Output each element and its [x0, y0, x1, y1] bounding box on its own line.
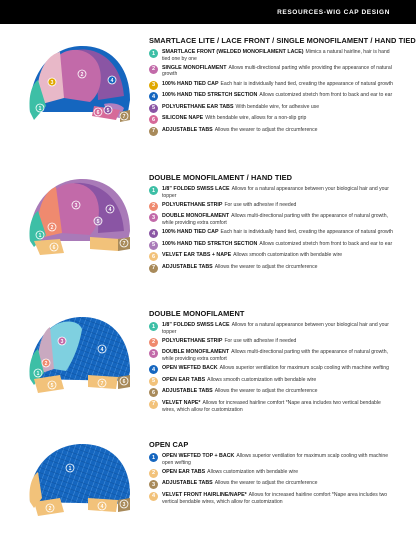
feature-number-badge: 3 — [149, 81, 158, 90]
feature-item — [149, 213, 394, 226]
feature-text: Mimics a natural hairline, hair is hand tied one by one — [162, 49, 390, 62]
feature-item — [149, 377, 394, 386]
feature-text: With bendable wire, allows for a non-slip grip — [205, 115, 307, 122]
cap-illustration-smartlace — [24, 40, 136, 128]
feature-description — [162, 49, 394, 62]
feature-number-badge: 2 — [149, 469, 158, 478]
feature-text: Allows smooth customization with bendable wire — [207, 376, 317, 383]
feature-description — [162, 264, 318, 271]
feature-number-badge: 5 — [149, 377, 158, 386]
section-title: SMARTLACE LITE / LACE FRONT / SINGLE MONOFILAMENT / HAND TIED — [149, 36, 416, 45]
feature-name: 100% HAND TIED CAP — [162, 229, 219, 236]
feature-text: Allows multi-directional parting with the appearance of natural growth, while providing extra comfort — [162, 213, 388, 226]
feature-text: Allows customization with bendable wire — [207, 468, 299, 475]
feature-item — [149, 388, 394, 397]
cap-illustration-double-mono-hand-tied — [24, 175, 136, 261]
feature-text: Allows the wearer to adjust the circumference — [214, 388, 318, 395]
feature-number-badge: 1 — [149, 49, 158, 58]
header-bar — [0, 0, 416, 24]
feature-name: OPEN EAR TABS — [162, 468, 206, 475]
svg-text:6: 6 — [52, 245, 56, 251]
cap-velvet-ear-tab — [34, 239, 64, 255]
feature-name: 100% HAND TIED STRETCH SECTION — [162, 240, 258, 247]
feature-description — [162, 241, 392, 248]
feature-name: SMARTLACE FRONT (WELDED MONOFILAMENT LACE) — [162, 49, 304, 55]
feature-name: OPEN EAR TABS — [162, 376, 206, 383]
feature-description — [162, 186, 394, 199]
svg-text:2: 2 — [48, 506, 52, 512]
svg-text:5: 5 — [96, 219, 100, 225]
feature-number-badge: 3 — [149, 349, 158, 358]
feature-item — [149, 453, 394, 466]
feature-text: Each hair is individually hand tied, creating the appearance of natural growth — [220, 229, 393, 236]
feature-description — [162, 322, 394, 335]
feature-number-badge: 1 — [149, 186, 158, 195]
feature-text: Allows superior ventilation for maximum scalp cooling with machine wefting — [219, 365, 389, 372]
feature-text: Allows the wearer to adjust the circumference — [214, 126, 318, 133]
feature-name: OPEN WEFTED TOP + BACK — [162, 453, 235, 459]
feature-description — [162, 92, 392, 99]
feature-description — [162, 115, 306, 122]
feature-item — [149, 400, 394, 413]
feature-item — [149, 349, 394, 362]
feature-description — [162, 480, 318, 487]
feature-number-badge: 7 — [149, 127, 158, 136]
svg-text:2: 2 — [80, 72, 84, 78]
svg-text:1: 1 — [36, 371, 40, 377]
svg-text:3: 3 — [74, 203, 78, 209]
feature-item — [149, 49, 394, 62]
section-title: DOUBLE MONOFILAMENT — [149, 309, 245, 318]
feature-number-badge: 4 — [149, 365, 158, 374]
feature-number-badge: 5 — [149, 241, 158, 250]
svg-text:6: 6 — [122, 379, 126, 385]
cap-velvet-nape — [90, 237, 120, 251]
svg-text:6: 6 — [96, 110, 100, 116]
feature-number-badge: 3 — [149, 480, 158, 489]
feature-item — [149, 202, 394, 211]
feature-name: 1/8" FOLDED SWISS LACE — [162, 322, 230, 328]
header-title: RESOURCES-WIG CAP DESIGN — [277, 8, 390, 16]
feature-name: SILICONE NAPE — [162, 115, 204, 122]
feature-name: POLYURETHANE STRIP — [162, 337, 223, 344]
svg-text:5: 5 — [106, 108, 110, 114]
feature-name: VELVET EAR TABS + NAPE — [162, 252, 232, 259]
feature-number-badge: 7 — [149, 264, 158, 273]
feature-item — [149, 365, 394, 374]
feature-item — [149, 322, 394, 335]
feature-item — [149, 186, 394, 199]
feature-number-badge: 3 — [149, 213, 158, 222]
svg-text:5: 5 — [50, 383, 54, 389]
feature-name: ADJUSTABLE TABS — [162, 480, 213, 487]
feature-text: Allows for increased hairline comfort *Nape area includes two vertical bendable wires, which allow for customization — [162, 491, 388, 505]
feature-item — [149, 241, 394, 250]
feature-description — [162, 492, 394, 505]
feature-description — [162, 127, 318, 134]
feature-item — [149, 480, 394, 489]
svg-text:1: 1 — [68, 466, 72, 472]
feature-name: VELVET FRONT HAIRLINE/NAPE* — [162, 491, 247, 498]
svg-text:3: 3 — [60, 339, 64, 345]
feature-description — [162, 104, 319, 111]
cap-open-wefted-top-back — [30, 444, 130, 504]
feature-description — [162, 65, 394, 78]
svg-text:1: 1 — [38, 106, 42, 112]
section-info-open-cap — [149, 440, 394, 508]
feature-number-badge: 6 — [149, 115, 158, 124]
feature-description — [162, 229, 393, 236]
feature-description — [162, 252, 342, 259]
feature-text: Allows for increased hairline comfort *Nape area includes two vertical bendable wires, which allow for customization — [162, 399, 381, 413]
feature-name: SINGLE MONOFILAMENT — [162, 64, 227, 71]
section-info-smartlace — [149, 36, 416, 139]
feature-number-badge: 4 — [149, 229, 158, 238]
feature-name: DOUBLE MONOFILAMENT — [162, 213, 230, 220]
feature-number-badge: 6 — [149, 252, 158, 261]
feature-item — [149, 264, 394, 273]
feature-item — [149, 252, 394, 261]
feature-list — [149, 322, 394, 413]
svg-text:7: 7 — [122, 241, 126, 247]
feature-number-badge: 2 — [149, 338, 158, 347]
feature-text: Allows customized stretch from front to back and ear to ear — [259, 240, 393, 247]
feature-name: 1/8" FOLDED SWISS LACE — [162, 186, 230, 192]
feature-list — [149, 453, 394, 505]
feature-name: ADJUSTABLE TABS — [162, 263, 213, 270]
feature-description — [162, 469, 298, 476]
feature-description — [162, 81, 393, 88]
feature-text: Allows customized stretch from front to back and ear to ear — [259, 92, 393, 99]
svg-text:4: 4 — [100, 504, 104, 510]
feature-item — [149, 81, 394, 90]
feature-item — [149, 65, 394, 78]
feature-list — [149, 49, 394, 136]
feature-text: With bendable wire, for adhesive use — [235, 103, 320, 110]
feature-item — [149, 115, 394, 124]
feature-item — [149, 127, 394, 136]
feature-text: For use with adhesive if needed — [224, 337, 297, 344]
feature-name: DOUBLE MONOFILAMENT — [162, 349, 230, 356]
feature-description — [162, 349, 394, 362]
svg-text:3: 3 — [122, 502, 126, 508]
feature-description — [162, 377, 316, 384]
feature-item — [149, 469, 394, 478]
feature-description — [162, 388, 318, 395]
section-title: OPEN CAP — [149, 440, 189, 449]
feature-name: 100% HAND TIED CAP — [162, 80, 219, 87]
svg-text:4: 4 — [110, 78, 114, 84]
feature-number-badge: 4 — [149, 92, 158, 101]
feature-text: Allows multi-directional parting while providing the appearance of natural growth — [162, 64, 392, 78]
feature-text: Allows smooth customization with bendable wire — [233, 252, 343, 259]
feature-description — [162, 213, 394, 226]
feature-item — [149, 229, 394, 238]
feature-description — [162, 453, 394, 466]
feature-item — [149, 104, 394, 113]
section-title: DOUBLE MONOFILAMENT / HAND TIED — [149, 173, 293, 182]
feature-text: Allows multi-directional parting with the appearance of natural growth, while providing extra comfort — [162, 349, 388, 362]
feature-description — [162, 202, 296, 209]
feature-list — [149, 186, 394, 273]
feature-number-badge: 2 — [149, 202, 158, 211]
feature-description — [162, 338, 296, 345]
feature-text: Allows for a natural appearance between your biological hair and your topper — [162, 322, 389, 335]
feature-name: POLYURETHANE STRIP — [162, 201, 223, 208]
feature-name: 100% HAND TIED STRETCH SECTION — [162, 92, 258, 99]
feature-name: VELVET NAPE* — [162, 399, 201, 406]
feature-item — [149, 492, 394, 505]
feature-item — [149, 92, 394, 101]
feature-description — [162, 400, 394, 413]
svg-text:3: 3 — [50, 80, 54, 86]
feature-text: Allows superior ventilation for maximum scalp cooling with machine open wefting — [162, 453, 389, 466]
svg-text:2: 2 — [50, 225, 54, 231]
svg-text:7: 7 — [122, 114, 126, 120]
feature-text: Allows the wearer to adjust the circumference — [214, 480, 318, 487]
feature-item — [149, 338, 394, 347]
svg-text:4: 4 — [108, 207, 112, 213]
feature-number-badge: 1 — [149, 453, 158, 462]
feature-number-badge: 1 — [149, 322, 158, 331]
feature-text: For use with adhesive if needed — [224, 201, 297, 208]
svg-text:2: 2 — [44, 361, 48, 367]
svg-text:1: 1 — [38, 233, 42, 239]
feature-text: Each hair is individually hand tied, creating the appearance of natural growth — [220, 80, 393, 87]
cap-illustration-open-cap — [24, 440, 136, 522]
svg-text:7: 7 — [100, 381, 104, 387]
feature-number-badge: 6 — [149, 388, 158, 397]
feature-number-badge: 7 — [149, 400, 158, 409]
cap-illustration-double-mono — [24, 313, 136, 401]
feature-number-badge: 2 — [149, 65, 158, 74]
feature-name: POLYURETHANE EAR TABS — [162, 103, 234, 110]
feature-text: Allows the wearer to adjust the circumference — [214, 263, 318, 270]
feature-text: Allows for a natural appearance between your biological hair and your topper — [162, 186, 389, 199]
feature-description — [162, 365, 389, 372]
section-info-double-mono — [149, 309, 394, 416]
feature-name: OPEN WEFTED BACK — [162, 365, 218, 372]
feature-number-badge: 4 — [149, 492, 158, 501]
feature-number-badge: 5 — [149, 104, 158, 113]
section-info-double-mono-hand-tied — [149, 173, 394, 276]
feature-name: ADJUSTABLE TABS — [162, 388, 213, 395]
feature-name: ADJUSTABLE TABS — [162, 126, 213, 133]
svg-text:4: 4 — [100, 347, 104, 353]
